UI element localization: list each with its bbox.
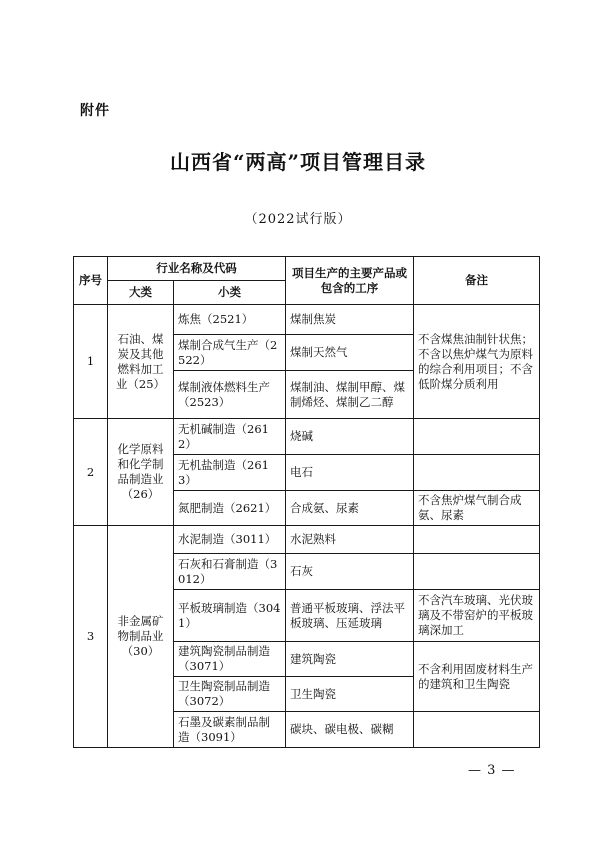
row-note: 不含汽车玻璃、光伏玻璃及不带窑炉的平板玻璃深加工 — [414, 590, 540, 642]
header-process: 项目生产的主要产品或包含的工序 — [286, 257, 414, 305]
row-process: 普通平板玻璃、浮法平板玻璃、压延玻璃 — [286, 590, 414, 642]
row-seq: 2 — [74, 419, 108, 526]
row-note — [414, 419, 540, 455]
header-note: 备注 — [414, 257, 540, 305]
row-minor-category: 卫生陶瓷制品制造（3072） — [174, 677, 286, 712]
row-process: 石灰 — [286, 554, 414, 590]
row-process: 水泥熟料 — [286, 526, 414, 554]
row-minor-category: 石墨及碳素制品制造（3091） — [174, 712, 286, 748]
header-industry: 行业名称及代码 — [108, 257, 286, 281]
row-minor-category: 石灰和石膏制造（3012） — [174, 554, 286, 590]
row-minor-category: 平板玻璃制造（3041） — [174, 590, 286, 642]
row-minor-category: 无机盐制造（2613） — [174, 455, 286, 491]
row-minor-category: 建筑陶瓷制品制造（3071） — [174, 642, 286, 677]
row-seq: 1 — [74, 305, 108, 419]
row-minor-category: 煤制合成气生产（2522） — [174, 335, 286, 371]
table-row — [74, 526, 540, 554]
document-title: 山西省“两高”项目管理目录 — [169, 150, 426, 174]
row-process: 煤制天然气 — [286, 335, 414, 371]
row-minor-category: 水泥制造（3011） — [174, 526, 286, 554]
row-seq: 3 — [74, 526, 108, 748]
row-note: 不含煤焦油制针状焦；不含以焦炉煤气为原料的综合利用项目；不含低阶煤分质利用 — [414, 305, 540, 419]
row-note — [414, 554, 540, 590]
row-minor-category: 炼焦（2521） — [174, 305, 286, 335]
row-note: 不含利用固废材料生产的建筑和卫生陶瓷 — [414, 642, 540, 712]
row-process: 卫生陶瓷 — [286, 677, 414, 712]
row-major-category: 化学原料和化学制品制造业（26） — [108, 419, 174, 526]
row-minor-category: 无机碱制造（2612） — [174, 419, 286, 455]
row-major-category: 非金属矿物制品业（30） — [108, 526, 174, 748]
row-process: 煤制焦炭 — [286, 305, 414, 335]
document-subtitle: （2022试行版） — [244, 212, 352, 227]
row-major-category: 石油、煤炭及其他燃料加工业（25） — [108, 305, 174, 419]
catalog-table — [73, 256, 540, 748]
attachment-label: 附件 — [80, 103, 110, 119]
page-number: — 3 — — [468, 763, 516, 778]
row-process: 电石 — [286, 455, 414, 491]
row-note — [414, 526, 540, 554]
header-seq: 序号 — [74, 257, 108, 305]
table-row — [74, 419, 540, 455]
table-row — [74, 305, 540, 335]
row-process: 合成氨、尿素 — [286, 491, 414, 526]
row-note: 不含焦炉煤气制合成氨、尿素 — [414, 491, 540, 526]
row-process: 烧碱 — [286, 419, 414, 455]
row-process: 煤制油、煤制甲醇、煤制烯烃、煤制乙二醇 — [286, 371, 414, 419]
row-process: 建筑陶瓷 — [286, 642, 414, 677]
header-major: 大类 — [108, 281, 174, 305]
row-minor-category: 氮肥制造（2621） — [174, 491, 286, 526]
row-process: 碳块、碳电极、碳糊 — [286, 712, 414, 748]
header-minor: 小类 — [174, 281, 286, 305]
row-note — [414, 455, 540, 491]
row-note — [414, 712, 540, 748]
row-minor-category: 煤制液体燃料生产（2523） — [174, 371, 286, 419]
